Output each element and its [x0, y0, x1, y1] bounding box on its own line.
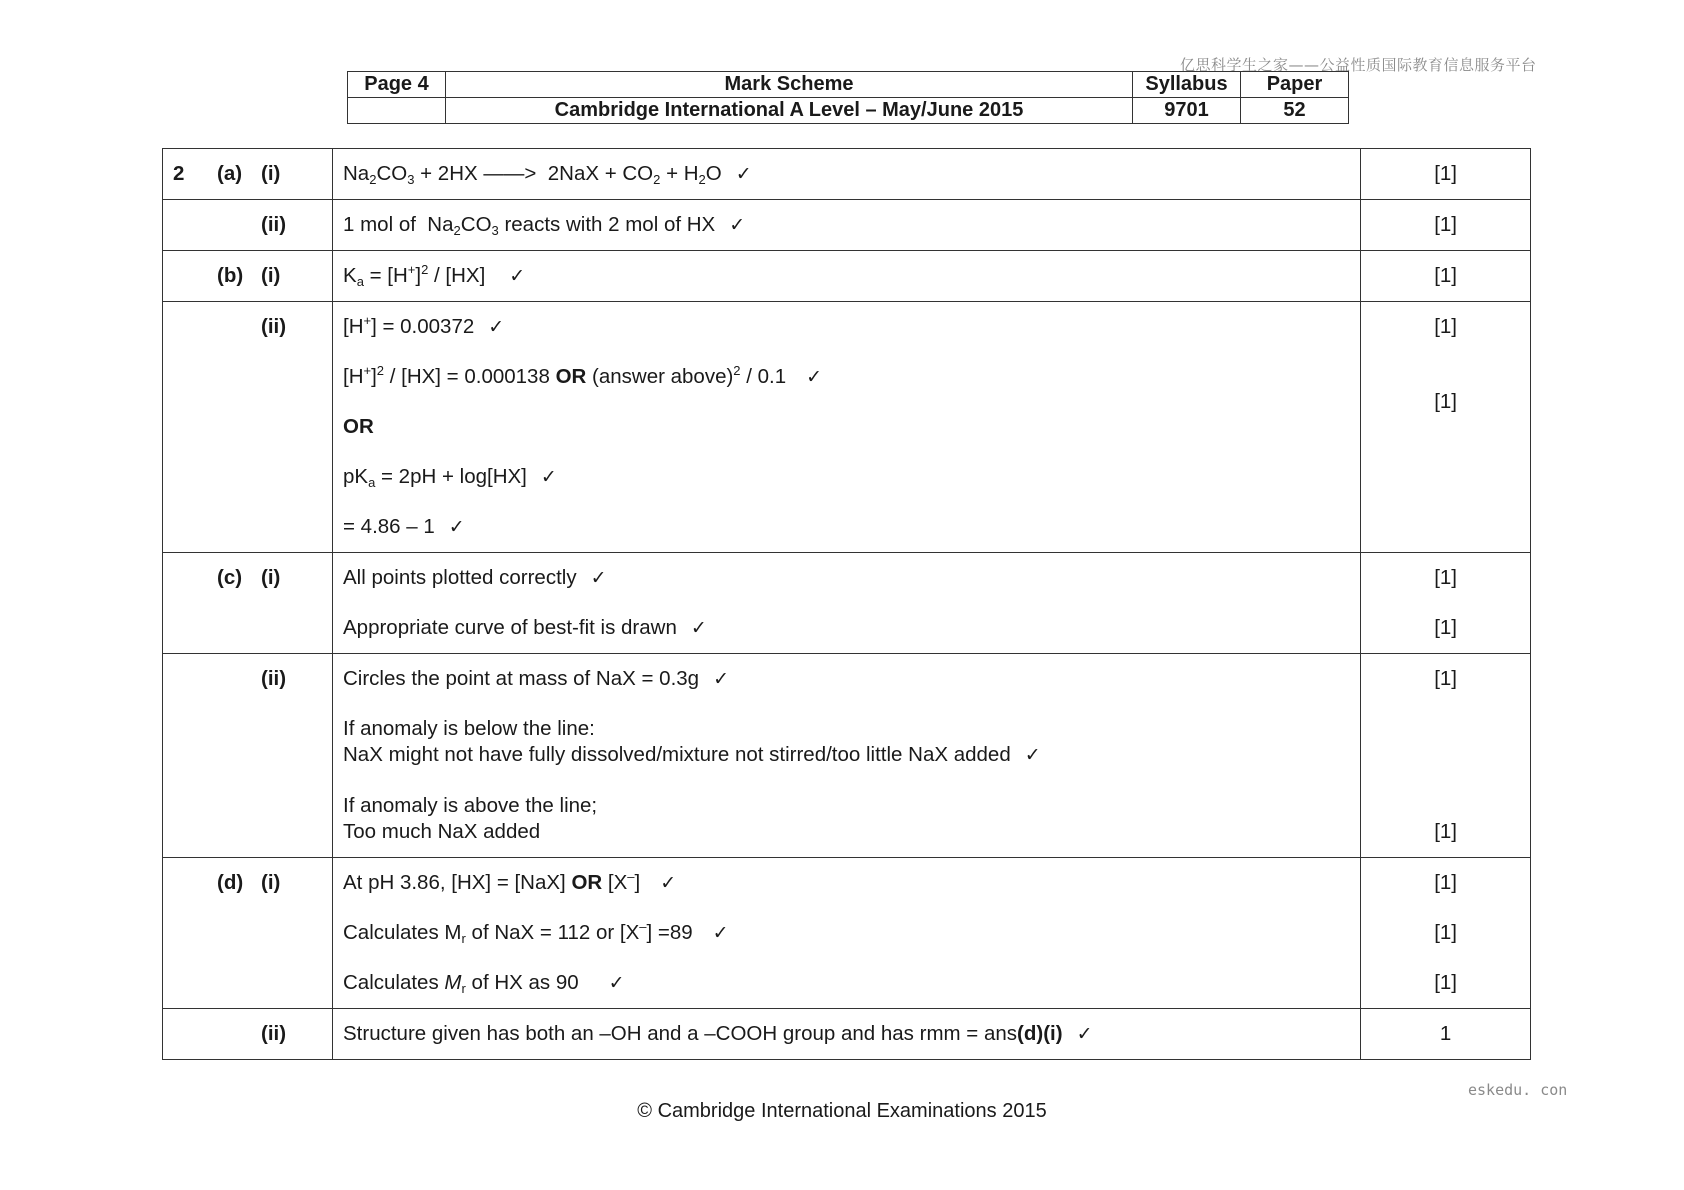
subpart-label: (i): [261, 566, 281, 589]
question-cell: [163, 251, 333, 302]
answer-line: At pH 3.86, [HX] = [NaX] OR [X–] ✓: [343, 869, 677, 894]
header-table: [347, 71, 1349, 124]
answer-cell: [333, 553, 1361, 654]
table-row: [163, 251, 1531, 302]
subpart-label: (i): [261, 871, 281, 894]
answer-cell: [333, 149, 1361, 200]
mark-value: [1]: [1434, 820, 1457, 843]
equation-line: $Na_2CO_3 + 2HX$ ——> $2NaX + CO_2 + H_2O$ ✓: [343, 162, 752, 187]
check-icon: ✓: [690, 617, 707, 639]
mark-value: [1]: [1434, 871, 1457, 894]
answer-line: = 4.86 – 1 ✓: [343, 515, 465, 538]
watermark-top: 亿思科学生之家——公益性质国际教育信息服务平台: [1180, 56, 1537, 74]
check-icon: ✓: [713, 668, 729, 690]
mark-cell: [1361, 654, 1531, 858]
anomaly-above-text: Too much NaX added: [343, 820, 541, 843]
mark-value: [1]: [1434, 315, 1457, 338]
mark-value: [1]: [1434, 921, 1457, 944]
reference-label: (d)(i): [1017, 1022, 1063, 1045]
check-icon: ✓: [806, 366, 823, 388]
mark-value: [1]: [1434, 616, 1457, 639]
paper-number: 52: [1241, 98, 1349, 124]
anomaly-below-text: NaX might not have fully dissolved/mixture not stirred/too little NaX added ✓: [343, 743, 1041, 766]
syllabus-code: 9701: [1133, 98, 1241, 124]
check-icon: ✓: [660, 872, 677, 894]
subpart-label: (ii): [261, 667, 287, 690]
question-cell: [163, 1009, 333, 1060]
syllabus-label: Syllabus: [1133, 72, 1241, 98]
mark-scheme-table: [162, 148, 1531, 1060]
mark-cell: [1361, 149, 1531, 200]
mark-value: [1]: [1434, 213, 1457, 236]
check-icon: ✓: [488, 316, 505, 338]
mark-value: [1]: [1434, 667, 1457, 690]
mark-cell: [1361, 200, 1531, 251]
table-row: [163, 553, 1531, 654]
subpart-label: (ii): [261, 213, 287, 236]
question-cell: [163, 553, 333, 654]
answer-line: $pK_a = 2pH + \log[HX]$ ✓: [343, 465, 557, 490]
mark-value: [1]: [1434, 162, 1457, 185]
anomaly-above-heading: If anomaly is above the line;: [343, 794, 598, 817]
check-icon: ✓: [735, 163, 752, 185]
answer-line: 1 mol of $Na_2CO_3$ reacts with 2 mol of HX ✓: [343, 213, 746, 238]
ka-expression: $K_a = [H^+]^2 / [HX]$ ✓: [343, 262, 526, 289]
check-icon: ✓: [712, 922, 729, 944]
mark-value: [1]: [1434, 566, 1457, 589]
answer-cell: [333, 302, 1361, 553]
table-row: [163, 858, 1531, 1009]
mark-value: [1]: [1434, 971, 1457, 994]
question-cell: [163, 654, 333, 858]
answer-cell: [333, 251, 1361, 302]
part-label: (b): [217, 264, 244, 287]
mark-cell: [1361, 251, 1531, 302]
question-number: 2: [173, 162, 185, 185]
check-icon: ✓: [1076, 1023, 1093, 1045]
page-blank: [348, 98, 446, 124]
answer-cell: [333, 200, 1361, 251]
answer-cell: [333, 858, 1361, 1009]
question-cell: [163, 302, 333, 553]
anomaly-below-heading: If anomaly is below the line:: [343, 717, 595, 740]
mark-cell: [1361, 553, 1531, 654]
subpart-label: (ii): [261, 1022, 287, 1045]
check-icon: ✓: [448, 516, 465, 538]
table-row: [163, 302, 1531, 553]
or-label: OR: [343, 415, 374, 438]
answer-line: Calculates $M_r$ of NaX = 112 or [X–] =89 ✓: [343, 919, 729, 946]
answer-line: Calculates $M_r$ of HX as 90 ✓: [343, 971, 625, 996]
subpart-label: (i): [261, 162, 281, 185]
table-row: [163, 654, 1531, 858]
table-row: [163, 149, 1531, 200]
answer-line: $[H^+]^2 / [HX] = 0.000138$ OR (answer above)$^2$ / 0.1 ✓: [343, 363, 823, 388]
mark-cell: [1361, 302, 1531, 553]
mark-value: 1: [1439, 1022, 1452, 1045]
copyright-footer: © Cambridge International Examinations 2015: [637, 1100, 1047, 1122]
answer-line: Appropriate curve of best-fit is drawn ✓: [343, 616, 707, 639]
answer-line: All points plotted correctly ✓: [343, 566, 607, 589]
check-icon: ✓: [1024, 744, 1041, 766]
check-icon: ✓: [729, 214, 746, 236]
page-number: Page 4: [348, 72, 446, 98]
part-label: (d): [217, 871, 244, 894]
watermark-bottom: eskedu. con: [1468, 1081, 1568, 1099]
mark-value: [1]: [1434, 264, 1457, 287]
check-icon: ✓: [540, 466, 557, 488]
mark-cell: [1361, 858, 1531, 1009]
exam-subtitle: Cambridge International A Level – May/June 2015: [446, 98, 1133, 124]
paper-label: Paper: [1241, 72, 1349, 98]
part-label: (a): [217, 162, 243, 185]
answer-line: Structure given has both an –OH and a –COOH group and has rmm = ans(d)(i) ✓: [343, 1022, 1093, 1045]
part-label: (c): [217, 566, 243, 589]
table-row: [163, 200, 1531, 251]
question-cell: [163, 858, 333, 1009]
check-icon: ✓: [509, 265, 526, 287]
subpart-label: (i): [261, 264, 281, 287]
check-icon: ✓: [590, 567, 607, 589]
mark-cell: [1361, 1009, 1531, 1060]
answer-line: [H+] = 0.00372 ✓: [343, 313, 505, 338]
question-cell: [163, 149, 333, 200]
check-icon: ✓: [608, 972, 625, 994]
subpart-label: (ii): [261, 315, 287, 338]
table-row: [163, 1009, 1531, 1060]
mark-scheme-title: Mark Scheme: [446, 72, 1133, 98]
answer-line: Circles the point at mass of NaX = 0.3g ✓: [343, 667, 729, 690]
mark-value: [1]: [1434, 390, 1457, 413]
answer-cell: [333, 654, 1361, 858]
answer-cell: [333, 1009, 1361, 1060]
question-cell: [163, 200, 333, 251]
